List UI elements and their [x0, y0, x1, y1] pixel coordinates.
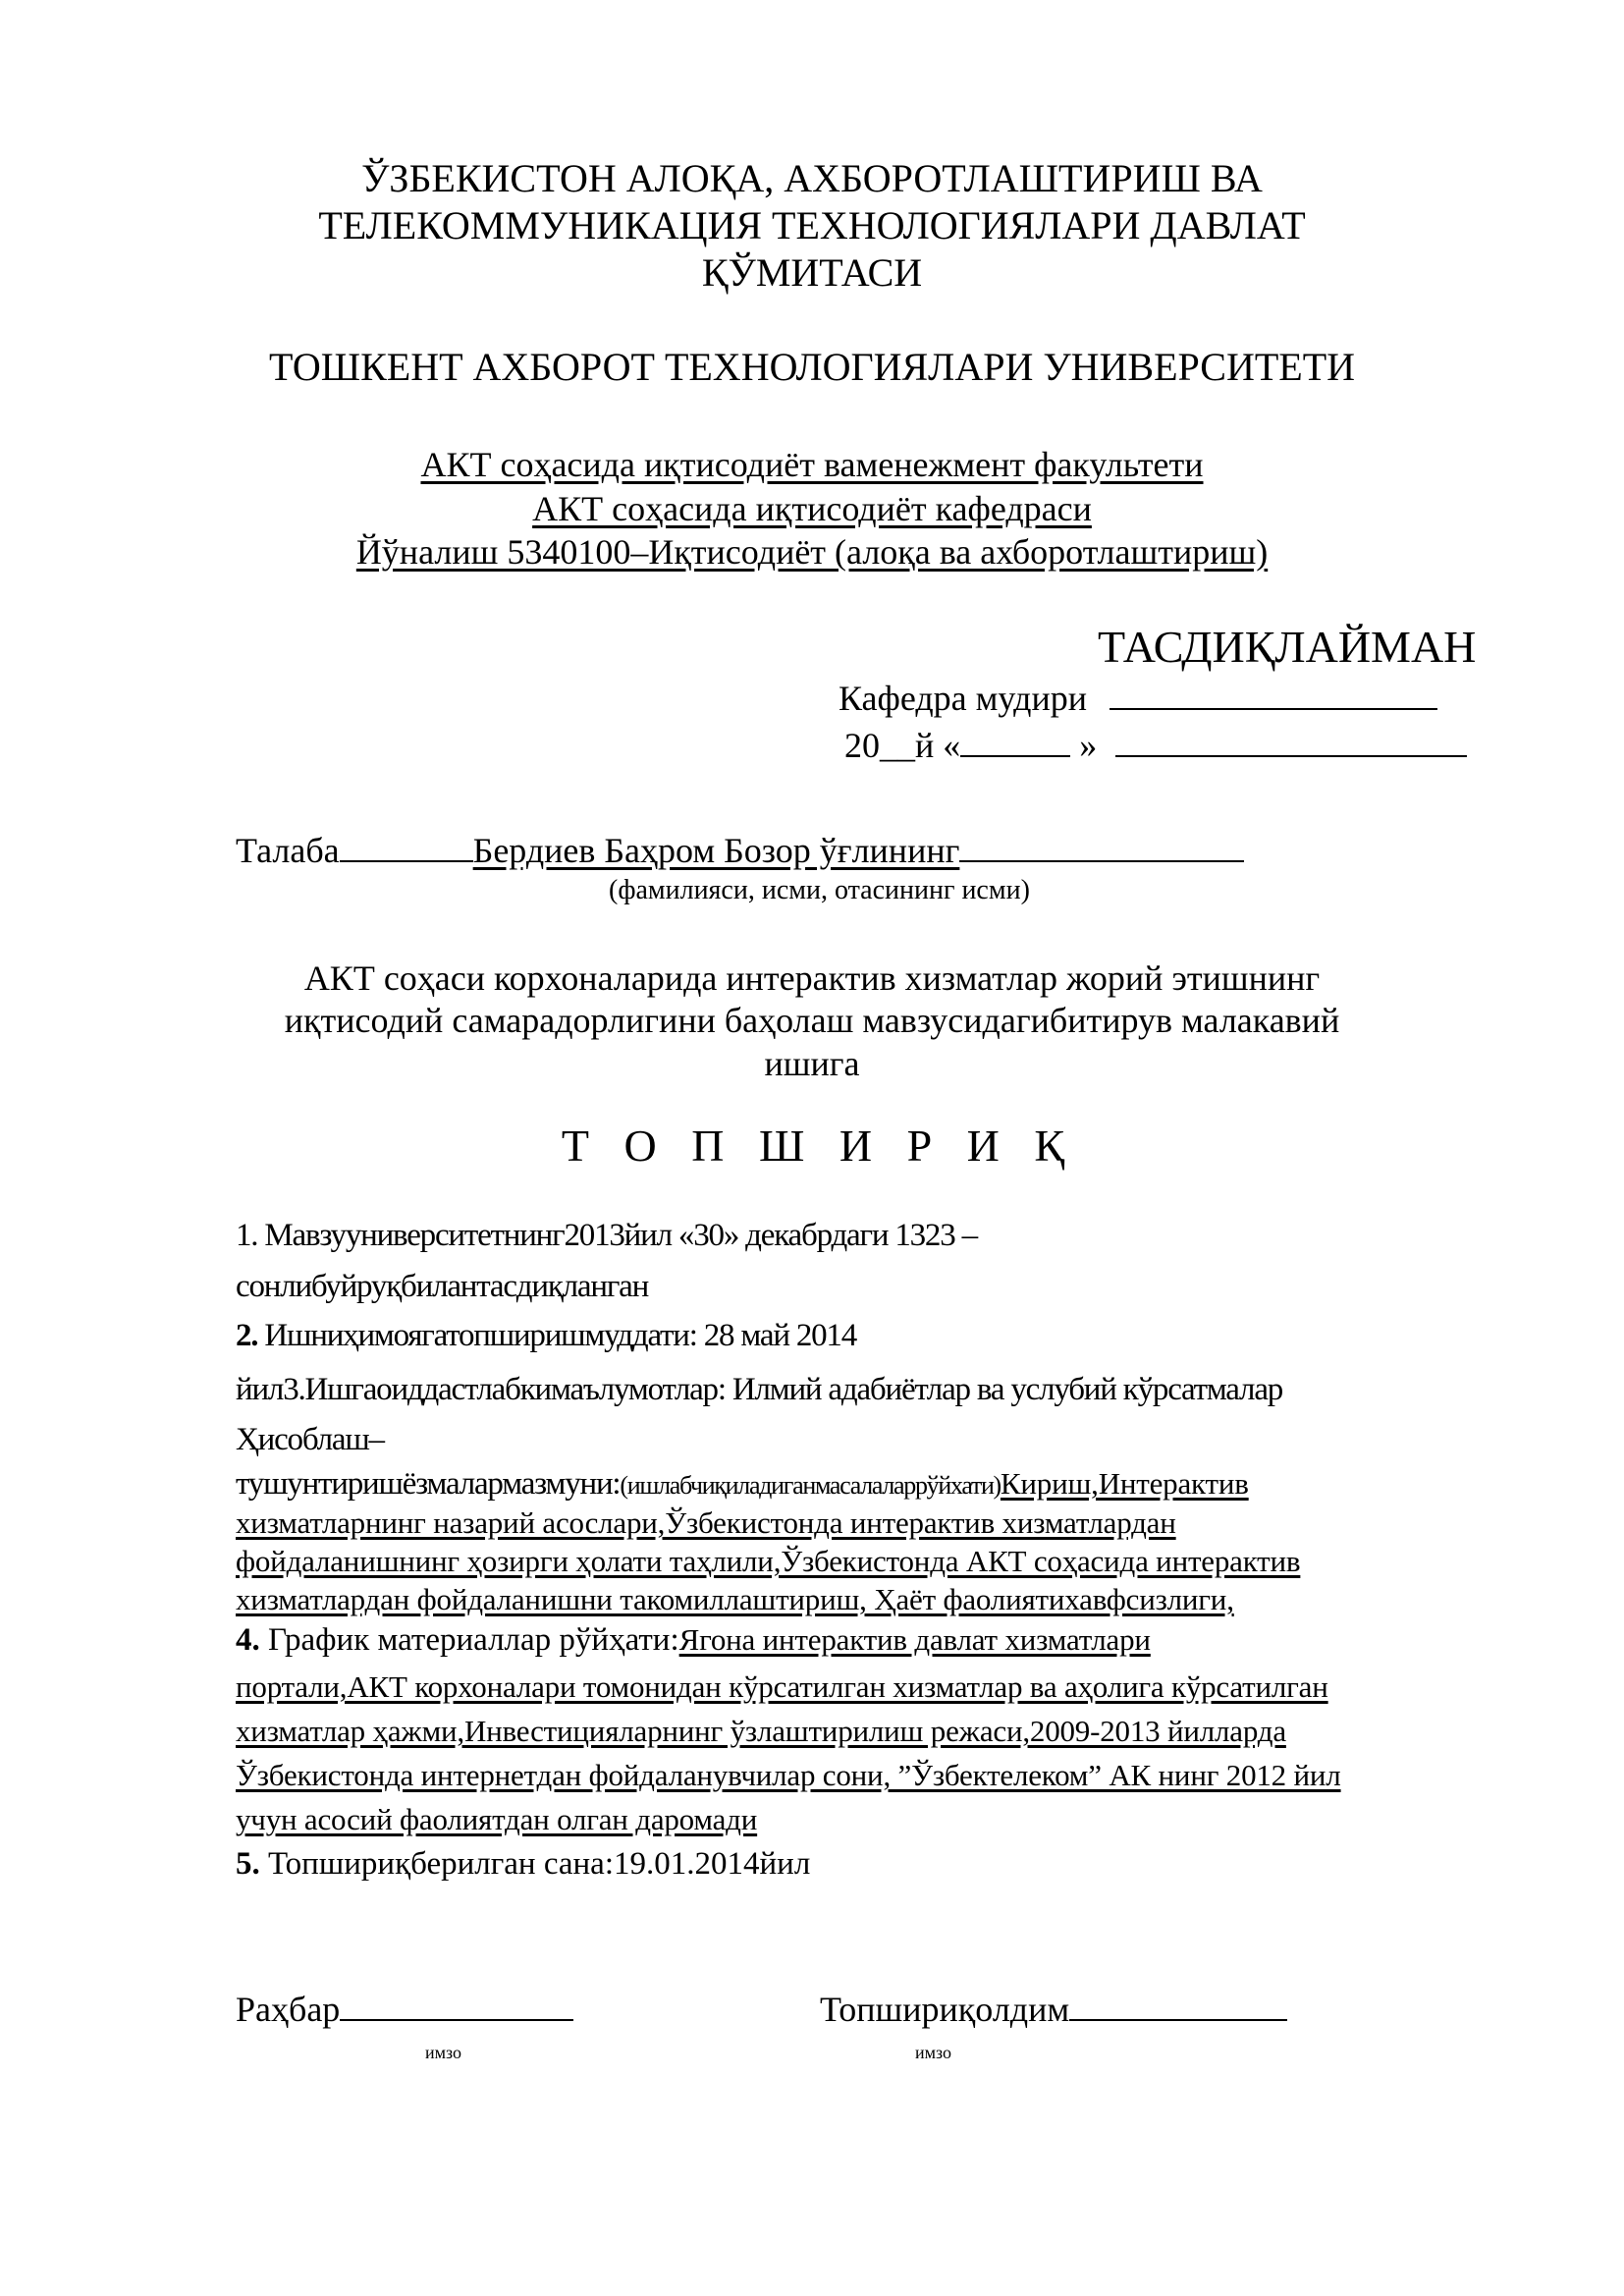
supervisor-label: Раҳбар: [236, 1990, 341, 2029]
head-signature-line: [1110, 683, 1437, 710]
department-line: [0, 488, 1624, 529]
date-month-line: [1115, 730, 1467, 757]
item-2-number: 2.: [236, 1318, 258, 1353]
student-note: (фамилияси, исми, отасининг исми): [609, 875, 1030, 905]
student-line-right: [959, 835, 1244, 862]
receiver-signature-line: [1069, 1994, 1287, 2021]
item-4-line-2: портали,АКТ корхоналари томонидан кўрсатилган хизматлар ва аҳолига кўрсатилган: [236, 1669, 1328, 1704]
ministry-line-2: ТЕЛЕКОММУНИКАЦИЯ ТЕХНОЛОГИЯЛАРИ ДАВЛАТ: [318, 203, 1306, 247]
receiver-imzo: имзо: [915, 2043, 952, 2062]
item-3-content-start: Кириш,Интерактив: [1000, 1466, 1249, 1501]
item-3-line-5: фойдаланишнинг ҳозирги ҳолати таҳлили,Ўзбекистонда АКТ соҳасида интерактив: [236, 1544, 1301, 1578]
item-4-number: 4.: [236, 1622, 260, 1658]
date-day-line: [960, 730, 1070, 757]
head-label: Кафедра мудири: [839, 679, 1088, 718]
direction-line: [0, 531, 1624, 573]
item-1-line-1: 1. Мавзууниверситетнинг2013йил «30» декабрдаги 1323 –: [236, 1218, 977, 1253]
topic-line-2: иқтисодий самарадорлигини баҳолаш мавзусидагибитирув малакавий: [284, 1001, 1340, 1040]
student-row: [236, 830, 1244, 871]
item-4-label: График материаллар рўйҳати:: [259, 1622, 679, 1658]
approval-title: ТАСДИҚЛАЙМАН: [1098, 622, 1477, 672]
faculty-line: [0, 444, 1624, 485]
topic-line-1: АКТ соҳаси корхоналарида интерактив хизматлар жорий этишнинг: [303, 958, 1321, 998]
receiver-signature-row: [820, 1989, 1287, 2030]
student-line-left: [340, 835, 473, 862]
student-name: Бердиев Баҳром Бозор ўғлининг: [472, 831, 960, 870]
approval-date-row: [844, 725, 1467, 766]
head-signature-row: [839, 678, 1437, 719]
supervisor-imzo: имзо: [425, 2043, 462, 2062]
item-3-sublabel: (ишлабчиқиладиганмасалаларрўйхати): [620, 1471, 1001, 1500]
item-4-content-start: Ягона интерактив давлат хизматлари: [678, 1622, 1151, 1657]
item-5-text: Топшириқберилган сана:19.01.2014йил: [259, 1846, 811, 1882]
item-3-line-2: Ҳисоблаш–: [236, 1422, 384, 1457]
item-1-line-2: сонлибуйруқбилантасдиқланган: [236, 1269, 649, 1304]
item-4-line-1: [236, 1622, 1151, 1659]
item-3-line-6: хизматлардан фойдаланишни такомиллаштириш, Ҳаёт фаолиятихавфсизлиги,: [236, 1582, 1234, 1616]
item-3-label: тушунтиришёзмалармазмуни:: [236, 1466, 621, 1502]
item-3-line-3: [236, 1466, 1249, 1503]
university-name: ТОШКЕНТ АХБОРОТ ТЕХНОЛОГИЯЛАРИ УНИВЕРСИТЕТИ: [268, 345, 1356, 389]
direction-name: Йўналиш 5340100–Иқтисодиёт (алоқа ва ахборотлаштириш): [355, 532, 1269, 572]
topic-line-3: ишига: [764, 1044, 860, 1083]
receiver-label: Топшириқолдим: [820, 1990, 1070, 2029]
item-2: [236, 1318, 856, 1354]
task-title: Т О П Ш И Р И Қ: [561, 1121, 1077, 1171]
supervisor-signature-line: [340, 1994, 573, 2021]
date-prefix: 20__й «: [844, 726, 961, 765]
ministry-line-3: ҚЎМИТАСИ: [701, 250, 923, 295]
item-3-line-1: йил3.Ишгаоиддастлабкимаълумотлар: Илмий адабиётлар ва услубий кўрсатмалар: [236, 1372, 1283, 1407]
item-5: [236, 1846, 810, 1883]
department-name: АКТ соҳасида иқтисодиёт кафедраси: [532, 489, 1092, 528]
ministry-line-1: ЎЗБЕКИСТОН АЛОҚА, АХБОРОТЛАШТИРИШ ВА: [361, 156, 1263, 200]
item-4-line-4: Ўзбекистонда интернетдан фойдаланувчилар сони, ”Ўзбектелеком” АК нинг 2012 йил: [236, 1758, 1341, 1792]
item-4-line-5: учун асосий фаолиятдан олган даромади: [236, 1802, 758, 1836]
supervisor-signature-row: [236, 1989, 573, 2030]
date-suffix: »: [1070, 726, 1098, 765]
item-4-line-3: хизматлар ҳажми,Инвестицияларнинг ўзлаштирилиш режаси,2009-2013 йилларда: [236, 1714, 1286, 1748]
item-3-line-4: хизматларнинг назарий асослари,Ўзбекистонда интерактив хизматлардан: [236, 1505, 1176, 1540]
item-2-text: Ишниҳимоягатопширишмуддати: 28 май 2014: [257, 1318, 857, 1353]
item-5-number: 5.: [236, 1846, 260, 1882]
student-label: Талаба: [236, 831, 340, 870]
faculty-name: АКТ соҳасида иқтисодиёт ваменежмент факультети: [420, 445, 1204, 484]
